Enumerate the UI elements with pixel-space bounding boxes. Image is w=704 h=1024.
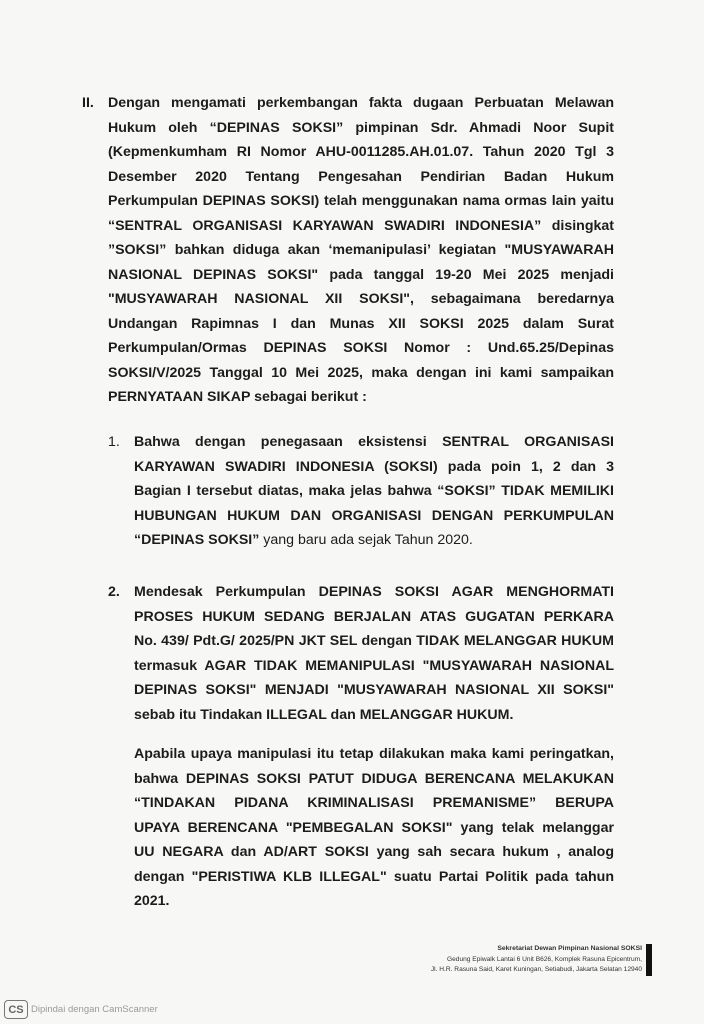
section-line: (Kepmenkumham RI Nomor AHU-0011285.AH.01.07. Tahun 2020 Tgl 3 [108, 144, 614, 160]
paragraph-line: dengan "PERISTIWA KLB ILLEGAL" suatu Partai Politik pada tahun [134, 868, 614, 885]
section-line: NASIONAL DEPINAS SOKSI" pada tanggal 19-20 Mei 2025 menjadi [108, 266, 614, 283]
footer-address-line: Gedung Epiwalk Lantai 6 Unit B626, Komplek Rasuna Epicentrum, [447, 955, 642, 963]
paragraph-line: UPAYA BERENCANA "PEMBEGALAN SOKSI" yang telak melanggar [134, 819, 614, 836]
section-ii-text [108, 91, 614, 410]
section-line: "MUSYAWARAH NASIONAL XII SOKSI", sebagaimana beredarnya [108, 291, 614, 307]
section-line: Undangan Rapimnas I dan Munas XII SOKSI 2025 dalam Surat [108, 315, 614, 332]
section-line: Desember 2020 Tentang Pengesahan Pendirian Badan Hukum [108, 168, 614, 185]
item-line [134, 528, 614, 553]
footer-bar [646, 944, 652, 976]
item-line: termasuk AGAR TIDAK MEMANIPULASI "MUSYAWARAH NASIONAL [134, 657, 614, 674]
paragraph-line: UU NEGARA dan AD/ART SOKSI yang sah secara hukum , analog [134, 844, 614, 860]
footer-title: Sekretariat Dewan Pimpinan Nasional SOKSI [497, 945, 642, 952]
item-line: HUBUNGAN HUKUM DAN ORGANISASI DENGAN PERKUMPULAN [134, 507, 614, 524]
item-line: KARYAWAN SWADIRI INDONESIA (SOKSI) pada poin 1, 2 dan 3 [134, 458, 614, 475]
warning-paragraph [134, 742, 614, 914]
item-line: No. 439/ Pdt.G/ 2025/PN JKT SEL dengan TIDAK MELANGGAR HUKUM [134, 633, 614, 649]
section-numeral: II. [82, 95, 94, 111]
item-2-number: 2. [108, 584, 120, 600]
item-1-number: 1. [108, 434, 120, 450]
camscanner-watermark-text: Dipindai dengan CamScanner [31, 1004, 158, 1015]
item-1-text [134, 430, 614, 553]
paragraph-line: “TINDAKAN PIDANA KRIMINALISASI PREMANISME” BERUPA [134, 795, 614, 811]
section-line: Perkumpulan DEPINAS SOKSI) telah menggunakan nama ormas lain yaitu [108, 193, 614, 209]
paragraph-line: 2021. [134, 893, 170, 909]
item-1-last-bold: “DEPINAS SOKSI” [134, 532, 260, 548]
section-line: SOKSI/V/2025 Tanggal 10 Mei 2025, maka dengan ini kami sampaikan [108, 364, 614, 381]
section-line: “SENTRAL ORGANISASI KARYAWAN SWADIRI INDONESIA” disingkat [108, 217, 614, 234]
item-line: sebab itu Tindakan ILLEGAL dan MELANGGAR HUKUM. [134, 706, 514, 723]
item-line: DEPINAS SOKSI" MENJADI "MUSYAWARAH NASIONAL XII SOKSI" [134, 682, 614, 698]
footer-address-line: Jl. H.R. Rasuna Said, Karet Kuningan, Setiabudi, Jakarta Selatan 12940 [430, 966, 642, 973]
item-2-text [134, 580, 614, 727]
camscanner-logo-icon: CS [4, 1000, 28, 1019]
letterhead-footer [322, 944, 642, 976]
section-line: ”SOKSI” bahkan diduga akan ‘memanipulasi’ kegiatan "MUSYAWARAH [108, 242, 614, 258]
section-line: Hukum oleh “DEPINAS SOKSI” pimpinan Sdr. Ahmadi Noor Supit [108, 119, 614, 136]
item-line: Bagian I tersebut diatas, maka jelas bahwa “SOKSI” TIDAK MEMILIKI [134, 483, 614, 499]
item-line: Bahwa dengan penegasaan eksistensi SENTRAL ORGANISASI [134, 434, 614, 450]
section-line: Perkumpulan/Ormas DEPINAS SOKSI Nomor : Und.65.25/Depinas [108, 340, 614, 356]
item-1-last-normal: yang baru ada sejak Tahun 2020. [259, 532, 473, 548]
section-line: PERNYATAAN SIKAP sebagai berikut : [108, 389, 367, 405]
section-line: Dengan mengamati perkembangan fakta dugaan Perbuatan Melawan [108, 95, 614, 111]
paragraph-line: Apabila upaya manipulasi itu tetap dilakukan maka kami peringatkan, [134, 746, 614, 762]
item-line: PROSES HUKUM SEDANG BERJALAN ATAS GUGATAN PERKARA [134, 608, 614, 625]
paragraph-line: bahwa DEPINAS SOKSI PATUT DIDUGA BERENCANA MELAKUKAN [134, 770, 614, 787]
item-line: Mendesak Perkumpulan DEPINAS SOKSI AGAR MENGHORMATI [134, 584, 614, 600]
